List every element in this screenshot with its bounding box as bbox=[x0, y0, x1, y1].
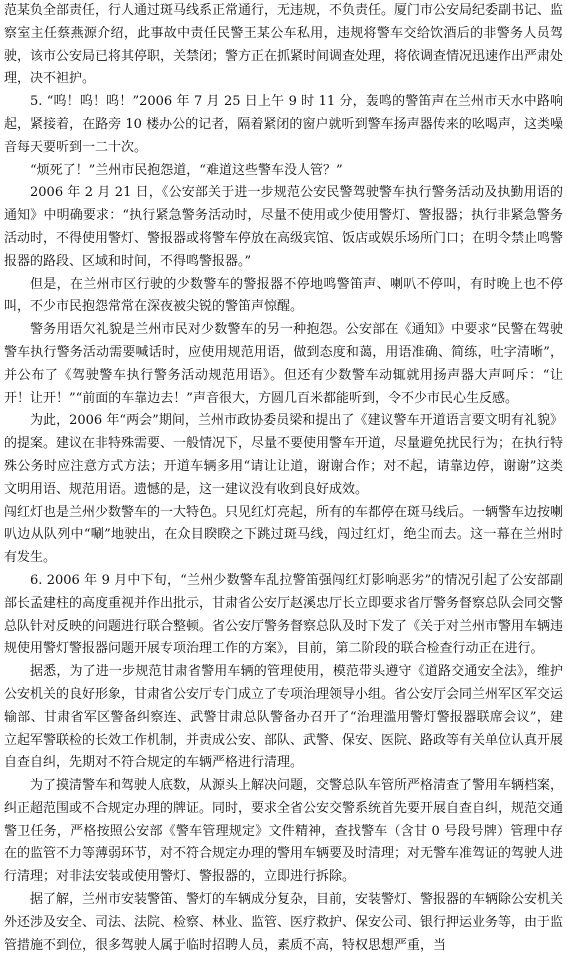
paragraph-ministry-notice: 2006 年 2 月 21 日，《公安部关于进一步规范公安民警驾驶警车执行警务活动及执勤用语的通知》中明确要求：“执行紧急警务活动时，尽量不使用或少使用警灯、警报器；执行非紧急警务活动时，不得使用警灯、警报器或将警车停放在高级宾馆、饭店或娱乐场所门口；在明令禁止鸣警报器的路段、区域和时间，不得鸣警报器。” bbox=[4, 185, 564, 269]
paragraph-impolite-language: 警务用语欠礼貌是兰州市民对少数警车的另一种抱怨。公安部在《通知》中要求“民警在驾驶警车执行警务活动需要喊话时，应使用规范用语，做到态度和蔼，用语准确、简练，吐字清晰”，并公布了《驾驶警车执行警务活动规范用语》。但还有少数警车动辄就用扬声器大声呵斥：“让开！让开！”“前面的车靠边去！”声音很大，方圆几百米都能听到，令不少市民心生反感。 bbox=[4, 322, 563, 406]
paragraph-night-noise: 但是，在兰州市区行驶的少数警车的警报器不停地鸣警笛声、喇叭不停叫，有时晚上也不停叫，不少市民抱怨常常在深夜被尖锐的警笛声惊醒。 bbox=[4, 276, 563, 315]
paragraph-citizen-complaint: “烦死了！”兰州市民抱怨道，“难道这些警车没人管？” bbox=[30, 162, 343, 178]
paragraph-siren-noise: 5. “呜！呜！呜！”2006 年 7 月 25 日上午 9 时 11 分，轰鸣的警笛声在兰州市天水中路响起，紧接着，在路旁 10 楼办公的记者，隔着紧闭的窗户就听到警车扬声器传来的吆喝声，这类噪音每天要听到一二十次。 bbox=[4, 94, 563, 155]
paragraph-vehicle-composition: 据了解，兰州市安装警笛、警灯的车辆成分复杂，目前，安装警灯、警报器的车辆除公安机关外还涉及安全、司法、法院、检察、林业、监管、医疗救护、保安公司、银行押运业务等，由于监管措施不到位，很多驾驶人属于临时招聘人员，素质不高，特权思想严重，当 bbox=[4, 892, 564, 953]
paragraph-vehicle-audit: 为了摸清警车和驾驶人底数，从源头上解决问题，交警总队车管所严格清查了警用车辆档案，纠正超范围或不合规定办理的牌证。同时，要求全省公安交警系统首先要开展自查自纠，规范交通警卫任务，严格按照公安部《警车管理规定》文件精神，查找警车（含甘 0 号段号牌）管理中存在的监管不力等薄弱环节，对不符合规定办理的警用车辆要及时清理；对无警车准驾证的驾驶人进行清理；对非法安装或使用警灯、警报器的，立即进行拆除。 bbox=[4, 778, 564, 885]
paragraph-leading-group: 据悉，为了进一步规范甘肃省警用车辆的管理使用，模范带头遵守《道路交通安全法》，维护公安机关的良好形象，甘肃省公安厅专门成立了专项治理领导小组。省公安厅会同兰州军区军交运输部、甘肃省军区警备纠察连、武警甘肃总队警备办召开了“治理滥用警灯警报器联席会议”，建立起军警联检的长效工作机制，并责成公安、部队、武警、保安、医院、路政等有关单位认真开展自查自纠，先期对不符合规定的车辆严格进行清理。 bbox=[4, 664, 564, 771]
paragraph-accident-responsibility: 范某负全部责任，行人通过斑马线系正常通行，无违规，不负责任。厦门市公安局纪委副书记、监察室主任蔡燕源介绍，此事故中责任民警王某公车私用，违规将警车交给饮酒后的非警务人员驾驶，该市公安局已将其停职，关禁闭；警方正在抓紧时间调查处理，将依调查情况迅速作出严肃处理，决不袒护。 bbox=[4, 3, 564, 87]
paragraph-cppcc-proposal: 为此，2006 年“两会”期间，兰州市政协委员梁和提出了《建议警车开道语言要文明有礼貌》的提案。建议在非特殊需要、一般情况下，尽量不要使用警车开道，尽量避免扰民行为；在执行特殊公务时应注意方式方法；开道车辆多用“请让让道，谢谢合作；对不起，请靠边停，谢谢”这类文明用语、规范用语。遗憾的是，这一建议没有收到良好成效。 bbox=[4, 413, 564, 497]
paragraph-red-light: 闯红灯也是兰州少数警车的一大特色。只见红灯亮起，所有的车都停在斑马线后。一辆警车边按喇叭边从队列中“唰”地驶出，在众目睽睽之下跳过斑马线，闯过红灯，绝尘而去。这一幕在兰州时有发生。 bbox=[4, 504, 564, 566]
paragraph-rectification: 6. 2006 年 9 月中下旬，“兰州少数警车乱拉警笛强闯红灯影响恶劣”的情况引起了公安部副部长孟建柱的高度重视并作出批示，甘肃省公安厅赵溪忠厅长立即要求省厅警务督察总队会同交警总队针对反映的问题进行联合整顿。省公安厅警务督察总队及时下发了《关于对兰州市警用车辆违规使用警灯警报器问题开展专项治理工作的方案》，目前，第二阶段的联合检查行动正在进行。 bbox=[4, 572, 564, 657]
